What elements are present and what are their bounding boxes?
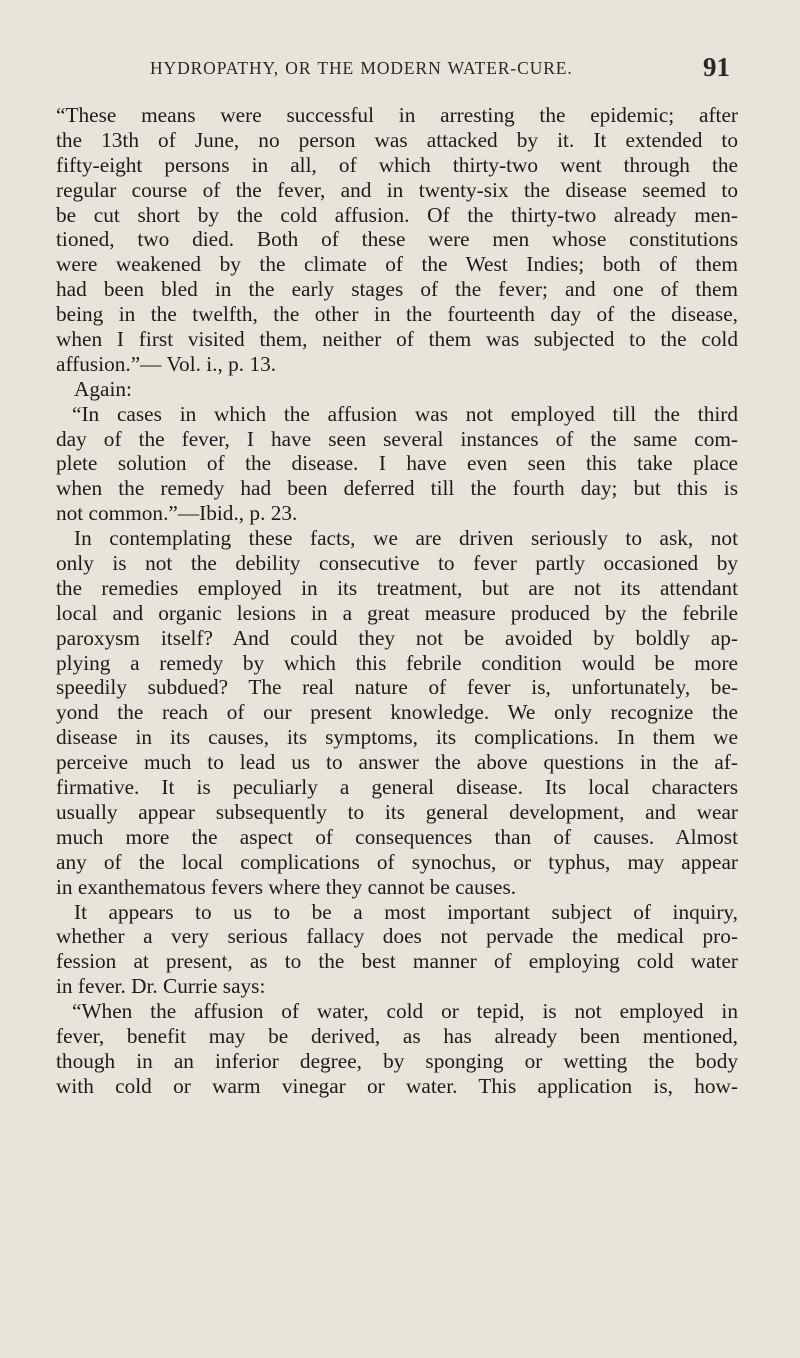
text-line: Again: — [74, 376, 132, 401]
text-line: not common.”—Ibid., p. 23. — [56, 501, 298, 526]
text-line: with cold or warm vinegar or water. This application is, how- — [56, 1073, 738, 1098]
text-line: be cut short by the cold affusion. Of the thirty-two already men- — [56, 202, 738, 227]
text-line: day of the fever, I have seen several instances of the same com- — [56, 426, 738, 451]
text-line: yond the reach of our present knowledge. We only recognize the — [56, 700, 738, 725]
text-line: only is not the debility consecutive to fever partly occasioned by — [56, 551, 738, 576]
text-line: had been bled in the early stages of the fever; and one of them — [56, 277, 738, 302]
text-line: regular course of the fever, and in twenty-six the disease seemed to — [56, 177, 738, 202]
text-line: in exanthematous fevers where they cannot be causes. — [56, 874, 517, 899]
text-line: when I first visited them, neither of them was subjected to the cold — [56, 327, 738, 352]
text-line: disease in its causes, its symptoms, its complications. In them we — [56, 725, 738, 750]
text-line: “These means were successful in arresting the epidemic; after — [56, 103, 738, 127]
text-line: affusion.”— Vol. i., p. 13. — [56, 351, 277, 376]
text-line: much more the aspect of consequences than of causes. Almost — [56, 824, 738, 849]
text-line: the 13th of June, no person was attacked by it. It extended to — [56, 127, 738, 152]
text-line: were weakened by the climate of the West Indies; both of them — [56, 252, 738, 277]
text-line: though in an inferior degree, by sponging or wetting the body — [56, 1048, 738, 1073]
text-line: fifty-eight persons in all, of which thirty-two went through the — [56, 152, 738, 177]
text-line: fever, benefit may be derived, as has already been mentioned, — [56, 1023, 738, 1048]
text-line: when the remedy had been deferred till the fourth day; but this is — [56, 476, 738, 501]
text-line: firmative. It is peculiarly a general disease. Its local characters — [56, 775, 738, 800]
text-line: paroxysm itself? And could they not be avoided by boldly ap- — [56, 625, 738, 650]
text-line: local and organic lesions in a great measure produced by the febrile — [56, 600, 738, 625]
text-line: in fever. Dr. Currie says: — [56, 974, 266, 999]
text-line: being in the twelfth, the other in the fourteenth day of the disease, — [56, 302, 738, 327]
text-line: speedily subdued? The real nature of fever is, unfortunately, be- — [56, 675, 738, 700]
text-line: whether a very serious fallacy does not pervade the medical pro- — [56, 924, 738, 949]
text-line: In contemplating these facts, we are driven seriously to ask, not — [74, 526, 738, 551]
text-line: fession at present, as to the best manner of employing cold water — [56, 949, 738, 974]
running-title: HYDROPATHY, OR THE MODERN WATER-CURE. — [150, 58, 573, 78]
page-number: 91 — [703, 52, 730, 82]
text-line: usually appear subsequently to its general development, and wear — [56, 799, 738, 824]
text-line: “When the affusion of water, cold or tepid, is not employed in — [72, 999, 738, 1024]
body-text — [56, 103, 738, 1099]
text-line: any of the local complications of synochus, or typhus, may appear — [56, 849, 738, 874]
text-line: plying a remedy by which this febrile condition would be more — [56, 650, 738, 675]
text-line: perceive much to lead us to answer the above questions in the af- — [56, 750, 738, 775]
text-line: tioned, two died. Both of these were men whose constitutions — [56, 227, 738, 252]
running-head — [150, 52, 730, 88]
text-line: the remedies employed in its treatment, but are not its attendant — [56, 575, 738, 600]
text-line: It appears to us to be a most important subject of inquiry, — [74, 899, 738, 924]
text-line: “In cases in which the affusion was not employed till the third — [72, 401, 738, 426]
text-line: plete solution of the disease. I have even seen this take place — [56, 451, 738, 476]
